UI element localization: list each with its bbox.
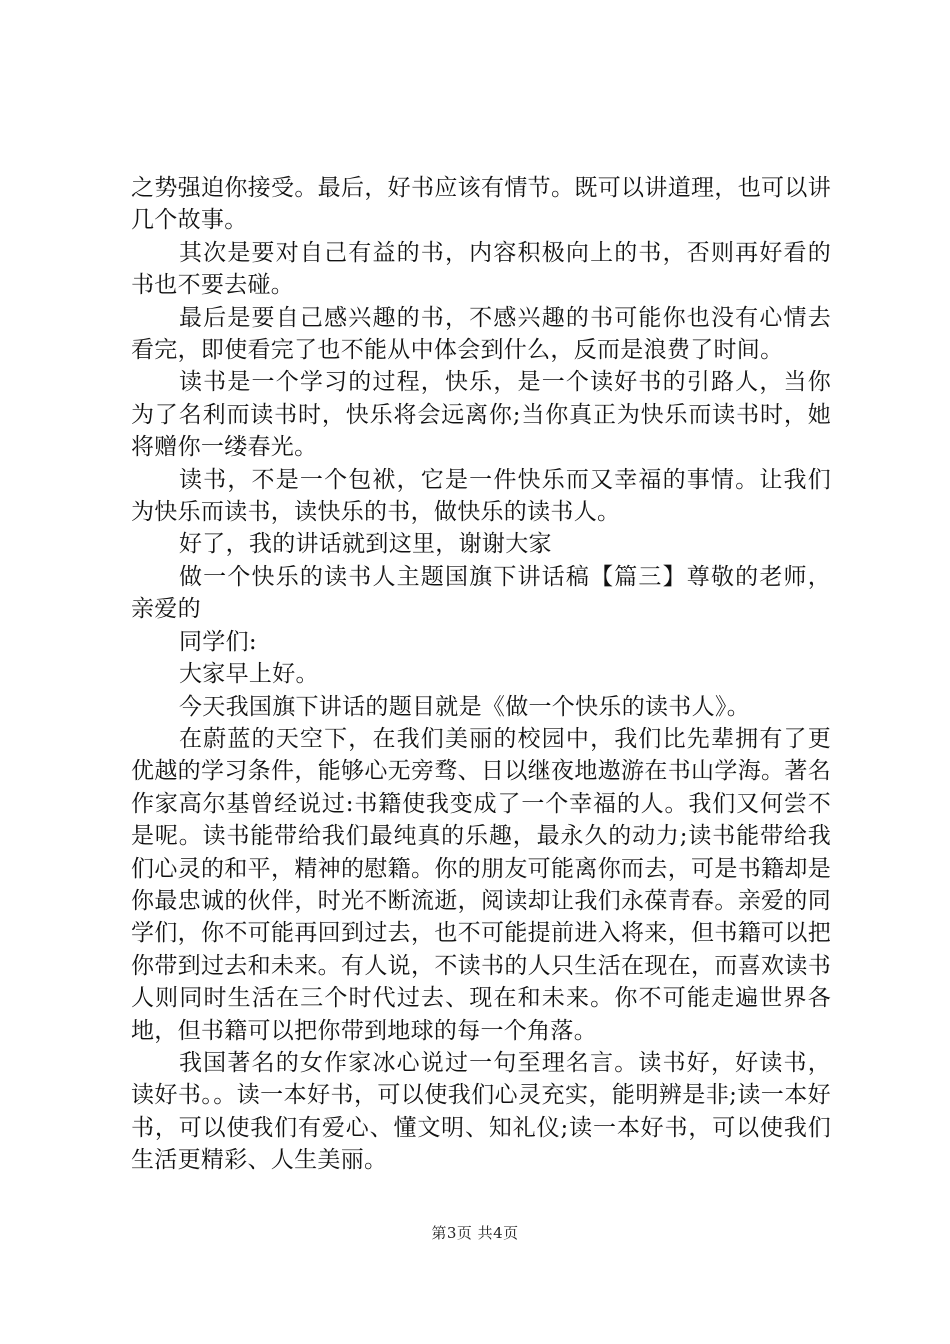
paragraph-5: 读书，不是一个包袱，它是一件快乐而又幸福的事情。让我们为快乐而读书，读快乐的书，做快乐的读书人。 — [131, 466, 831, 526]
document-body — [131, 172, 831, 1177]
paragraph-1: 之势强迫你接受。最后，好书应该有情节。既可以讲道理，也可以讲几个故事。 — [131, 175, 831, 234]
paragraph-12: 我国著名的女作家冰心说过一句至理名言。读书好，好读书，读好书。。读一本好书，可以使我们心灵充实，能明辨是非;读一本好书，可以使我们有爱心、懂文明、知礼仪;读一本好书，可以使我们生活更精彩、人生美丽。 — [131, 1049, 831, 1174]
page-footer: 第3页 共4页 — [431, 1224, 519, 1242]
paragraph-7: 做一个快乐的读书人主题国旗下讲话稿【篇三】尊敬的老师，亲爱的 — [131, 563, 831, 623]
paragraph-4: 读书是一个学习的过程，快乐，是一个读好书的引路人，当你为了名利而读书时，快乐将会远离你;当你真正为快乐而读书时，她将赠你一缕春光。 — [131, 369, 831, 461]
paragraph-9: 大家早上好。 — [179, 661, 319, 688]
paragraph-10: 今天我国旗下讲话的题目就是《做一个快乐的读书人》。 — [179, 693, 750, 720]
paragraph-8: 同学们: — [179, 628, 257, 655]
paragraph-11: 在蔚蓝的天空下，在我们美丽的校园中，我们比先辈拥有了更优越的学习条件，能够心无旁骛、日以继夜地遨游在书山学海。著名作家高尔基曾经说过:书籍使我变成了一个幸福的人。我们又何尝不是呢。读书能带给我们最纯真的乐趣，最永久的动力;读书能带给我们心灵的和平，精神的慰籍。你的朋友可能离你而去，可是书籍却是你最忠诚的伙伴，时光不断流逝，阅读却让我们永葆青春。亲爱的同学们，你不可能再回到过去，也不可能提前进入将来，但书籍可以把你带到过去和未来。有人说，不读书的人只生活在现在，而喜欢读书人则同时生活在三个时代过去、现在和未来。你不可能走遍世界各地，但书籍可以把你带到地球的每一个角落。 — [131, 725, 831, 1044]
paragraph-2: 其次是要对自己有益的书，内容积极向上的书，否则再好看的书也不要去碰。 — [131, 239, 831, 299]
paragraph-6: 好了，我的讲话就到这里，谢谢大家 — [179, 531, 552, 558]
paragraph-3: 最后是要自己感兴趣的书，不感兴趣的书可能你也没有心情去看完，即使看完了也不能从中体会到什么，反而是浪费了时间。 — [131, 304, 831, 364]
